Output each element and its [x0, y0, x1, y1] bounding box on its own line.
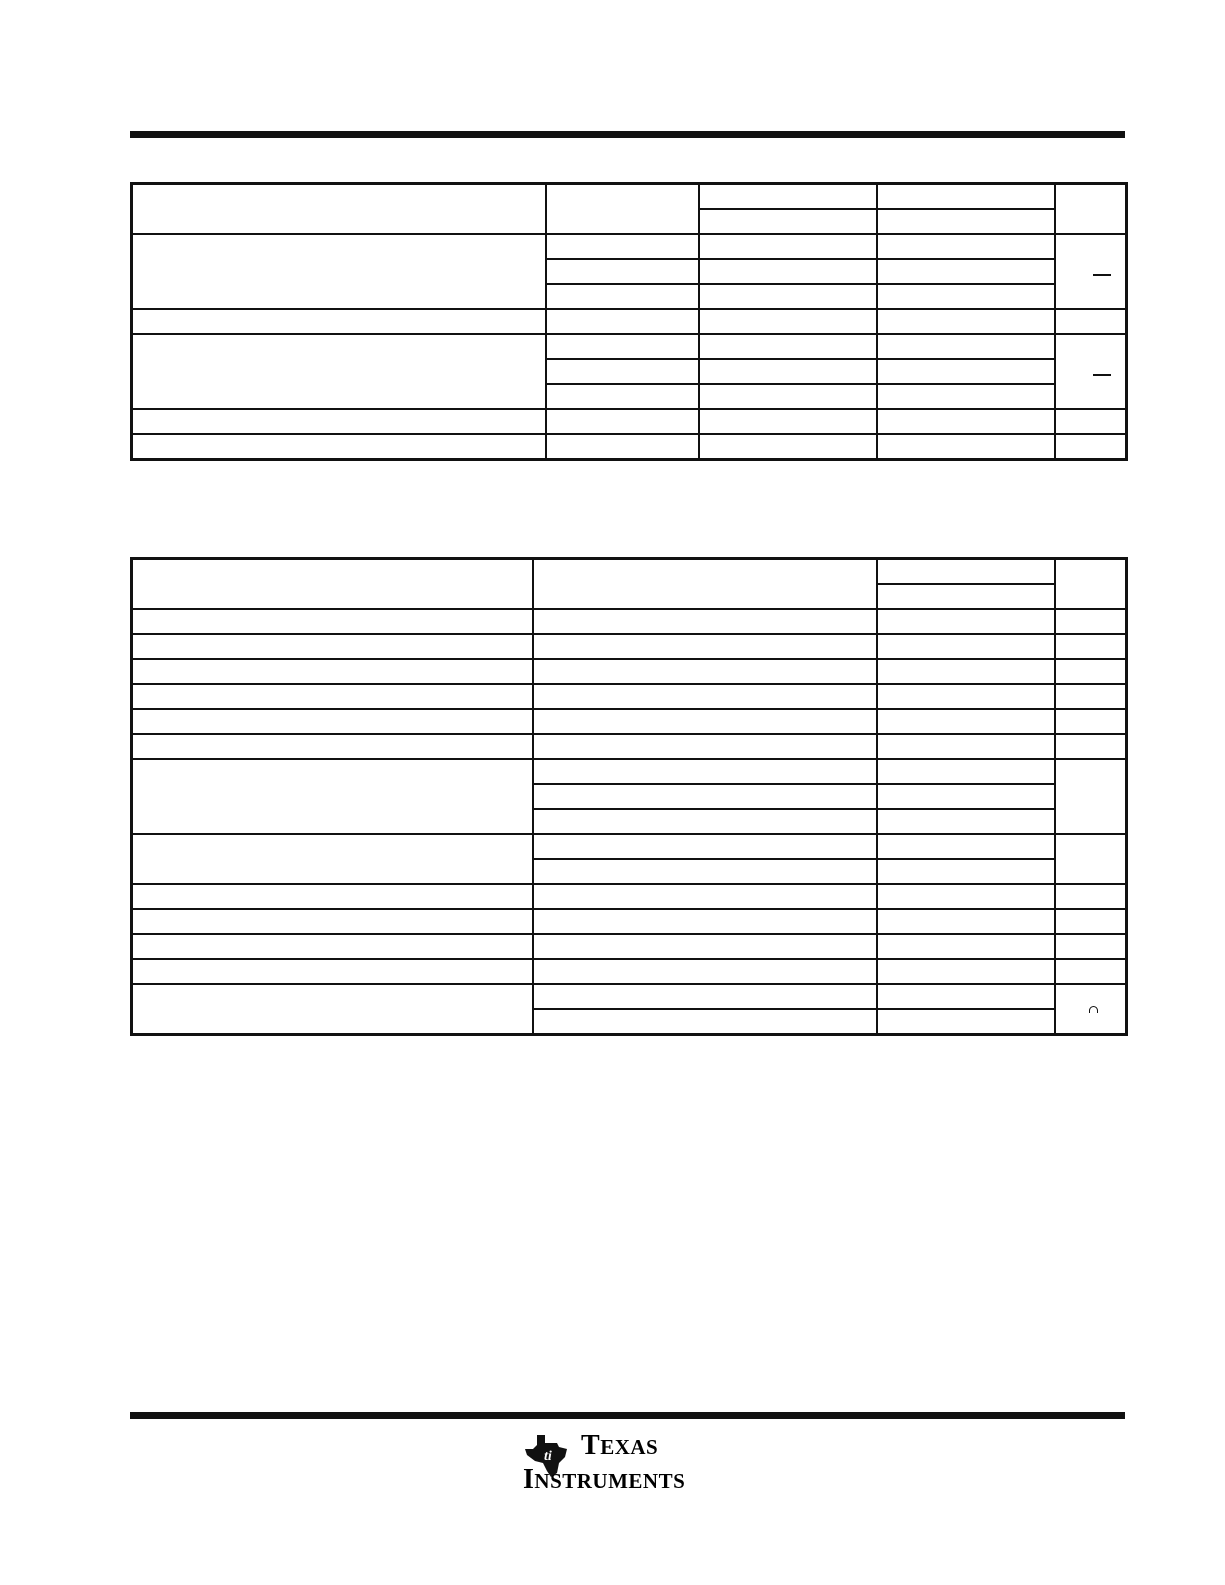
table-header-cell	[132, 559, 533, 610]
table-cell	[132, 334, 546, 409]
table-row	[132, 559, 1127, 585]
table-cell	[533, 709, 877, 734]
table-cell	[132, 834, 533, 884]
table-cell	[1055, 934, 1127, 959]
table-row	[132, 309, 1127, 334]
table-header-cell	[699, 184, 877, 210]
table-header-cell	[877, 584, 1055, 609]
table-cell	[132, 959, 533, 984]
table-cell	[1055, 434, 1127, 460]
table-cell	[699, 359, 877, 384]
table-cell	[877, 359, 1055, 384]
table-cell	[1055, 734, 1127, 759]
table-cell	[546, 259, 699, 284]
table-row	[132, 634, 1127, 659]
table-cell	[877, 884, 1055, 909]
table-cell	[699, 434, 877, 460]
table-cell	[132, 709, 533, 734]
table-cell	[533, 934, 877, 959]
table-cell	[1055, 309, 1127, 334]
table-cell	[1055, 334, 1127, 409]
table-cell	[1055, 234, 1127, 309]
footer-rule	[130, 1412, 1125, 1419]
table-cell	[877, 934, 1055, 959]
table-cell	[699, 259, 877, 284]
table-cell	[877, 309, 1055, 334]
table-row	[132, 834, 1127, 859]
table-cell	[877, 234, 1055, 259]
table-cell	[877, 809, 1055, 834]
table-cell	[132, 434, 546, 460]
table-cell	[132, 684, 533, 709]
table-header-cell	[877, 209, 1055, 234]
table-cell	[699, 309, 877, 334]
table-row	[132, 759, 1127, 784]
table-cell	[877, 984, 1055, 1009]
table-cell	[533, 884, 877, 909]
table-cell	[877, 659, 1055, 684]
table-cell	[132, 759, 533, 834]
table-row	[132, 234, 1127, 259]
table-cell	[533, 784, 877, 809]
table-cell	[877, 609, 1055, 634]
table-row	[132, 434, 1127, 460]
table-cell	[877, 634, 1055, 659]
table-cell	[877, 959, 1055, 984]
table-row	[132, 734, 1127, 759]
overbar-mark	[1093, 274, 1111, 276]
table-cell	[699, 334, 877, 359]
table-row	[132, 684, 1127, 709]
table-cell	[877, 334, 1055, 359]
table-row	[132, 334, 1127, 359]
logo-wordmark-line2: INSTRUMENTS	[523, 1464, 686, 1495]
svg-text:ti: ti	[544, 1449, 552, 1464]
table-row	[132, 909, 1127, 934]
table-cell	[546, 434, 699, 460]
table-header-cell	[1055, 184, 1127, 235]
table-cell	[1055, 959, 1127, 984]
table-cell	[533, 659, 877, 684]
table-cell	[132, 234, 546, 309]
ohm-mark	[1089, 1006, 1098, 1013]
table-header-cell	[877, 559, 1055, 585]
table-cell	[533, 634, 877, 659]
table-row	[132, 609, 1127, 634]
table-cell	[699, 234, 877, 259]
logo-wordmark-line1: TEXAS	[581, 1430, 659, 1461]
overbar-mark	[1093, 374, 1111, 376]
table-cell	[1055, 659, 1127, 684]
table-row	[132, 184, 1127, 210]
table-cell	[132, 909, 533, 934]
table-cell	[132, 884, 533, 909]
table-cell	[877, 784, 1055, 809]
table-header-cell	[132, 184, 546, 235]
table-cell	[877, 909, 1055, 934]
table-cell	[1055, 709, 1127, 734]
table-cell	[1055, 984, 1127, 1035]
table-row	[132, 934, 1127, 959]
table-header-cell	[877, 184, 1055, 210]
table-row	[132, 709, 1127, 734]
table-cell	[546, 384, 699, 409]
table-cell	[877, 409, 1055, 434]
table-cell	[1055, 634, 1127, 659]
table-cell	[546, 309, 699, 334]
table-cell	[1055, 409, 1127, 434]
table-row	[132, 409, 1127, 434]
table-cell	[533, 984, 877, 1009]
table-cell	[546, 359, 699, 384]
table-cell	[546, 334, 699, 359]
characteristics-table	[130, 557, 1128, 1036]
header-rule	[130, 131, 1125, 138]
table-cell	[533, 734, 877, 759]
table-cell	[533, 959, 877, 984]
table-cell	[699, 384, 877, 409]
table-cell	[1055, 609, 1127, 634]
table-row	[132, 884, 1127, 909]
texas-instruments-logo	[523, 1431, 733, 1505]
table-cell	[546, 234, 699, 259]
table-cell	[877, 384, 1055, 409]
table-cell	[1055, 759, 1127, 834]
table-cell	[533, 759, 877, 784]
table-cell	[877, 859, 1055, 884]
table-cell	[533, 1009, 877, 1035]
table-cell	[132, 934, 533, 959]
table-cell	[877, 1009, 1055, 1035]
ratings-table	[130, 182, 1128, 461]
table-cell	[132, 609, 533, 634]
table-cell	[533, 684, 877, 709]
table-cell	[699, 409, 877, 434]
table-row	[132, 959, 1127, 984]
table-cell	[1055, 834, 1127, 884]
table-cell	[877, 709, 1055, 734]
table-cell	[877, 684, 1055, 709]
table-header-cell	[533, 559, 877, 610]
table-header-cell	[1055, 559, 1127, 610]
table-header-cell	[699, 209, 877, 234]
table-cell	[533, 609, 877, 634]
table-cell	[877, 259, 1055, 284]
table-cell	[877, 434, 1055, 460]
table-cell	[132, 409, 546, 434]
table-cell	[1055, 909, 1127, 934]
table-cell	[699, 284, 877, 309]
table-cell	[533, 834, 877, 859]
table-cell	[533, 909, 877, 934]
table-cell	[877, 284, 1055, 309]
table-cell	[132, 984, 533, 1035]
table-cell	[533, 859, 877, 884]
table-cell	[877, 834, 1055, 859]
table-cell	[132, 734, 533, 759]
table-cell	[877, 759, 1055, 784]
table-cell	[546, 284, 699, 309]
table-cell	[132, 634, 533, 659]
table-cell	[132, 309, 546, 334]
table-row	[132, 659, 1127, 684]
table-header-cell	[546, 184, 699, 235]
table-cell	[1055, 684, 1127, 709]
table-cell	[533, 809, 877, 834]
table-cell	[546, 409, 699, 434]
table-row	[132, 984, 1127, 1009]
table-cell	[1055, 884, 1127, 909]
table-cell	[877, 734, 1055, 759]
table-cell	[132, 659, 533, 684]
